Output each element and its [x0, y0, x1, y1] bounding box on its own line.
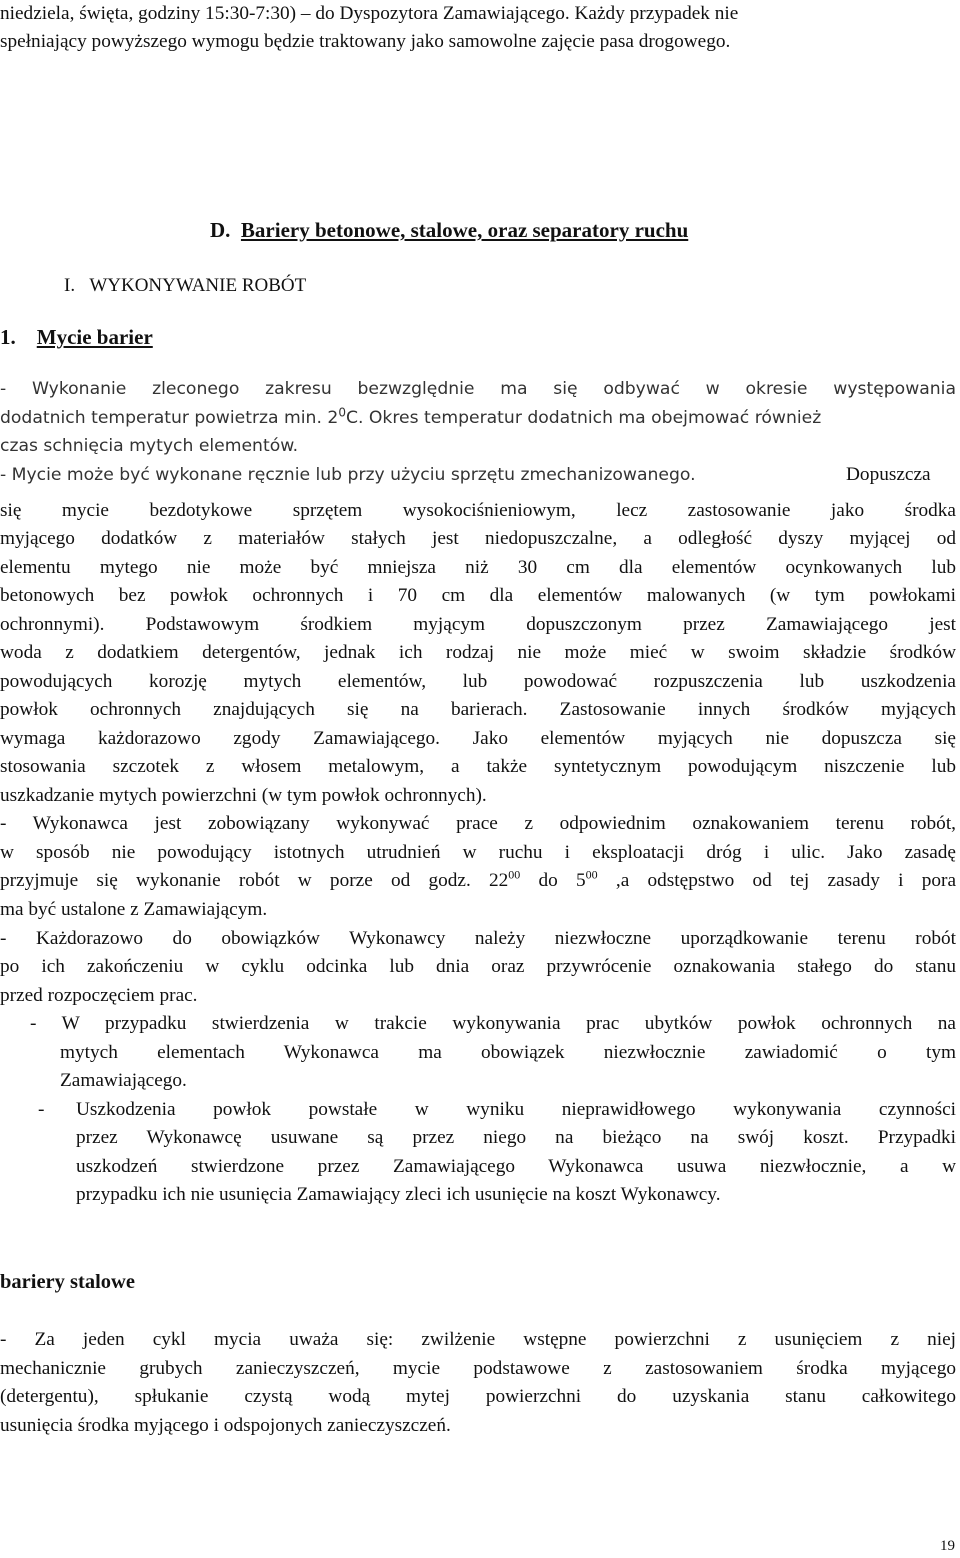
p2-line-10: wymaga każdorazowo zgody Zamawiającego. Jako elementów myjących nie dopuszcza się: [0, 728, 956, 749]
p2-line-12: uszkadzanie mytych powierzchni (w tym powłok ochronnych).: [0, 785, 487, 806]
p2-line-5: betonowych bez powłok ochronnych i 70 cm dla elementów malowanych (w tym powłokami: [0, 585, 956, 606]
p4-line-2: po ich zakończeniu w cyklu odcinka lub dnia oraz przywrócenie oznakowania stałego do stanu: [0, 956, 956, 977]
p2-line-9: powłok ochronnych znajdujących się na barierach. Zastosowanie innych środków myjących: [0, 699, 956, 720]
p1-line-1: - Wykonanie zleconego zakresu bezwzględnie ma się odbywać w okresie występowania: [0, 379, 956, 399]
page-number: 19: [940, 1538, 955, 1554]
p2-line-1: Dopuszcza: [846, 464, 931, 485]
subsection-heading-1: [0, 325, 153, 350]
p3-line-3: przyjmuje się wykonanie robót w porze od godz. $22^{00}$ do $5^{00}$ ,a odstępstwo od tej zasady i pora: [0, 867, 957, 891]
section-heading-d: [210, 218, 688, 243]
top-line-1: niedziela, święta, godziny 15:30-7:30) – do Dyspozytora Zamawiającego. Każdy przypadek nie: [0, 3, 739, 24]
p2-line-4: elementu mytego nie może być mniejsza niż 30 cm dla elementów ocynkowanych lub: [0, 557, 956, 578]
section-i-number: I.: [64, 275, 76, 296]
p3-line-4: ma być ustalone z Zamawiającym.: [0, 899, 268, 920]
p1-line-4: - Mycie może być wykonane ręcznie lub przy użyciu sprzętu zmechanizowanego.: [0, 465, 696, 485]
p6-line-1: Uszkodzenia powłok powstałe w wyniku nieprawidłowego wykonywania czynności: [76, 1099, 956, 1120]
section-d-title: Bariery betonowe, stalowe, oraz separatory ruchu: [240, 218, 689, 242]
section-i-title: WYKONYWANIE ROBÓT: [89, 275, 307, 296]
section-heading-i: [64, 275, 306, 297]
p6-line-3: uszkodzeń stwierdzone przez Zamawiającego Wykonawca usuwa niezwłocznie, a w: [76, 1156, 956, 1177]
p7-line-1: - Za jeden cykl mycia uważa się: zwilżenie wstępne powierzchni z usunięciem z niej: [0, 1329, 956, 1350]
p2-line-6: ochronnymi). Podstawowym środkiem myjącym dopuszczonym przez Zamawiającego jest: [0, 614, 956, 635]
p1-line-3: czas schnięcia mytych elementów.: [0, 436, 299, 456]
top-line-2: spełniający powyższego wymogu będzie traktowany jako samowolne zajęcie pasa drogowego.: [0, 31, 731, 52]
p4-line-1: - Każdorazowo do obowiązków Wykonawcy należy niezwłoczne uporządkowanie terenu robót: [0, 928, 956, 949]
p2-line-2: się mycie bezdotykowe sprzętem wysokociśnieniowym, lecz zastosowanie jako środka: [0, 500, 956, 521]
p2-line-11: stosowania szczotek z włosem metalowym, a także syntetycznym powodującym niszczenie lub: [0, 756, 956, 777]
superscript: 0: [338, 405, 346, 420]
p5-line-1: - W przypadku stwierdzenia w trakcie wykonywania prac ubytków powłok ochronnych na: [30, 1013, 956, 1034]
p1-line-2: dodatnich temperatur powietrza min. $2^0C$. Okres temperatur dodatnich ma obejmować również: [0, 405, 822, 428]
p4-line-3: przed rozpoczęciem prac.: [0, 985, 198, 1006]
p2-line-3: myjącego dodatków z materiałów stałych jest niedopuszczalne, a odległość dyszy myjącej od: [0, 528, 956, 549]
list-dash: -: [38, 1099, 45, 1120]
p6-line-2: przez Wykonawcę usuwane są przez niego na bieżąco na swój koszt. Przypadki: [76, 1127, 956, 1148]
p7-line-3: (detergentu), spłukanie czystą wodą mytej powierzchni do uzyskania stanu całkowitego: [0, 1386, 956, 1407]
subsection-1-number: 1.: [0, 325, 16, 349]
p2-line-7: woda z dodatkiem detergentów, jednak ich rodzaj nie może mieć w swoim składzie środków: [0, 642, 956, 663]
p7-line-2: mechanicznie grubych zanieczyszczeń, mycie podstawowe z zastosowaniem środka myjącego: [0, 1358, 956, 1379]
subsection-1-title: Mycie barier: [36, 325, 153, 349]
p3-line-2: w sposób nie powodujący istotnych utrudnień w ruchu i eksploatacji dróg i ulic. Jako zasadę: [0, 842, 956, 863]
p5-line-2: mytych elementach Wykonawca ma obowiązek niezwłocznie zawiadomić o tym: [60, 1042, 956, 1063]
section-d-number: D.: [210, 218, 231, 242]
subheading-bariery-stalowe: bariery stalowe: [0, 1271, 135, 1293]
p3-line-1: - Wykonawca jest zobowiązany wykonywać prace z odpowiednim oznakowaniem terenu robót,: [0, 813, 956, 834]
p5-line-3: Zamawiającego.: [60, 1070, 187, 1091]
superscript: 00: [508, 867, 521, 882]
p6-line-4: przypadku ich nie usunięcia Zamawiający zleci ich usunięcie na koszt Wykonawcy.: [76, 1184, 721, 1205]
superscript: 00: [585, 867, 598, 882]
p2-line-8: powodujących korozję mytych elementów, lub powodować rozpuszczenia lub uszkodzenia: [0, 671, 956, 692]
p7-line-4: usunięcia środka myjącego i odspojonych zanieczyszczeń.: [0, 1415, 451, 1436]
